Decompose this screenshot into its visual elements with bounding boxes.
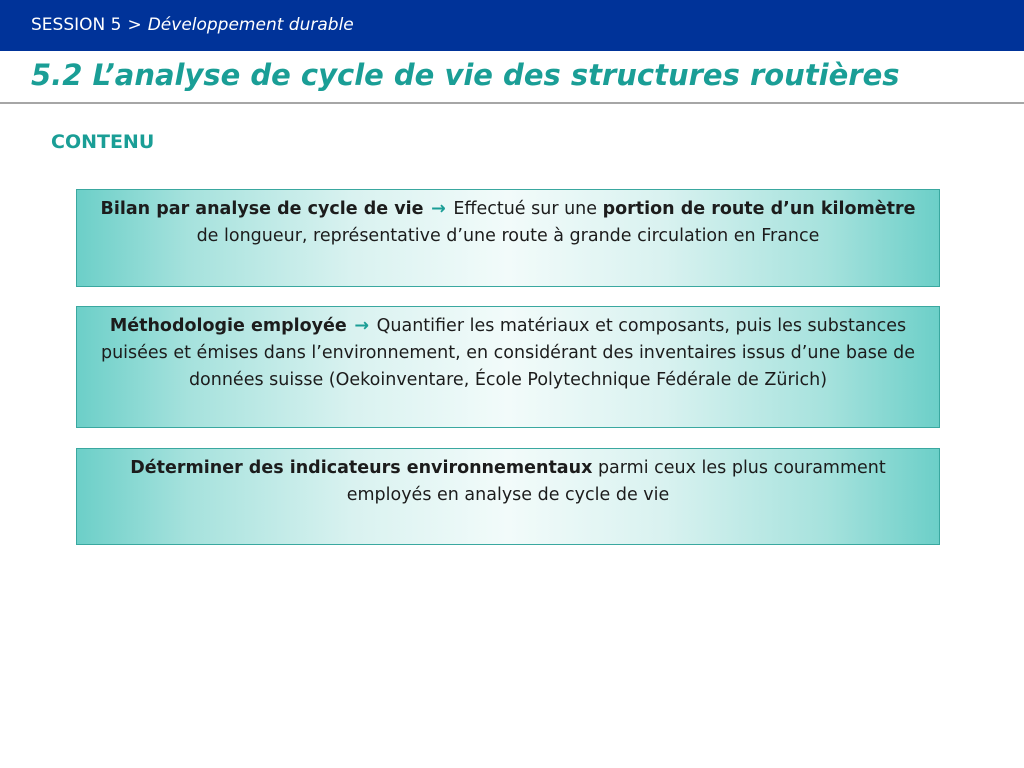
box-bold-highlight: portion de route d’un kilomètre: [602, 199, 916, 219]
content-box-text: [87, 196, 929, 250]
box-bold-lead: Bilan par analyse de cycle de vie: [100, 199, 424, 219]
content-box-text: [87, 313, 929, 394]
right-arrow-icon: →: [431, 199, 446, 219]
box-text-continued: de longueur, représentative d’une route à grande circulation en France: [196, 226, 820, 246]
right-arrow-icon: →: [354, 316, 370, 336]
session-label: SESSION 5: [31, 15, 122, 35]
session-header-bar: [0, 0, 1024, 51]
section-label: CONTENU: [51, 131, 155, 153]
content-box-methodology: [76, 306, 940, 428]
box-bold-lead: Méthodologie employée: [109, 316, 347, 336]
breadcrumb-separator: >: [127, 15, 142, 35]
content-box-text: [87, 455, 929, 509]
content-box-lca-assessment: [76, 189, 940, 287]
session-topic: Développement durable: [147, 15, 354, 35]
box-text: Effectué sur une: [447, 199, 603, 219]
box-text: parmi ceux les plus couramment employés en analyse de cycle de vie: [346, 458, 886, 505]
box-text: Quantifier les matériaux et composants, puis les substances puisées et émises dans l’environnement, en considérant des inventaires issus d’une base de données suisse (Oekoinventare, École Polytechnique Fédérale de Zürich): [100, 316, 916, 390]
box-bold-lead: Déterminer des indicateurs environnementaux: [130, 458, 593, 478]
title-divider: [0, 102, 1024, 104]
page-title: 5.2 L’analyse de cycle de vie des structures routières: [31, 58, 900, 92]
content-box-indicators: [76, 448, 940, 545]
